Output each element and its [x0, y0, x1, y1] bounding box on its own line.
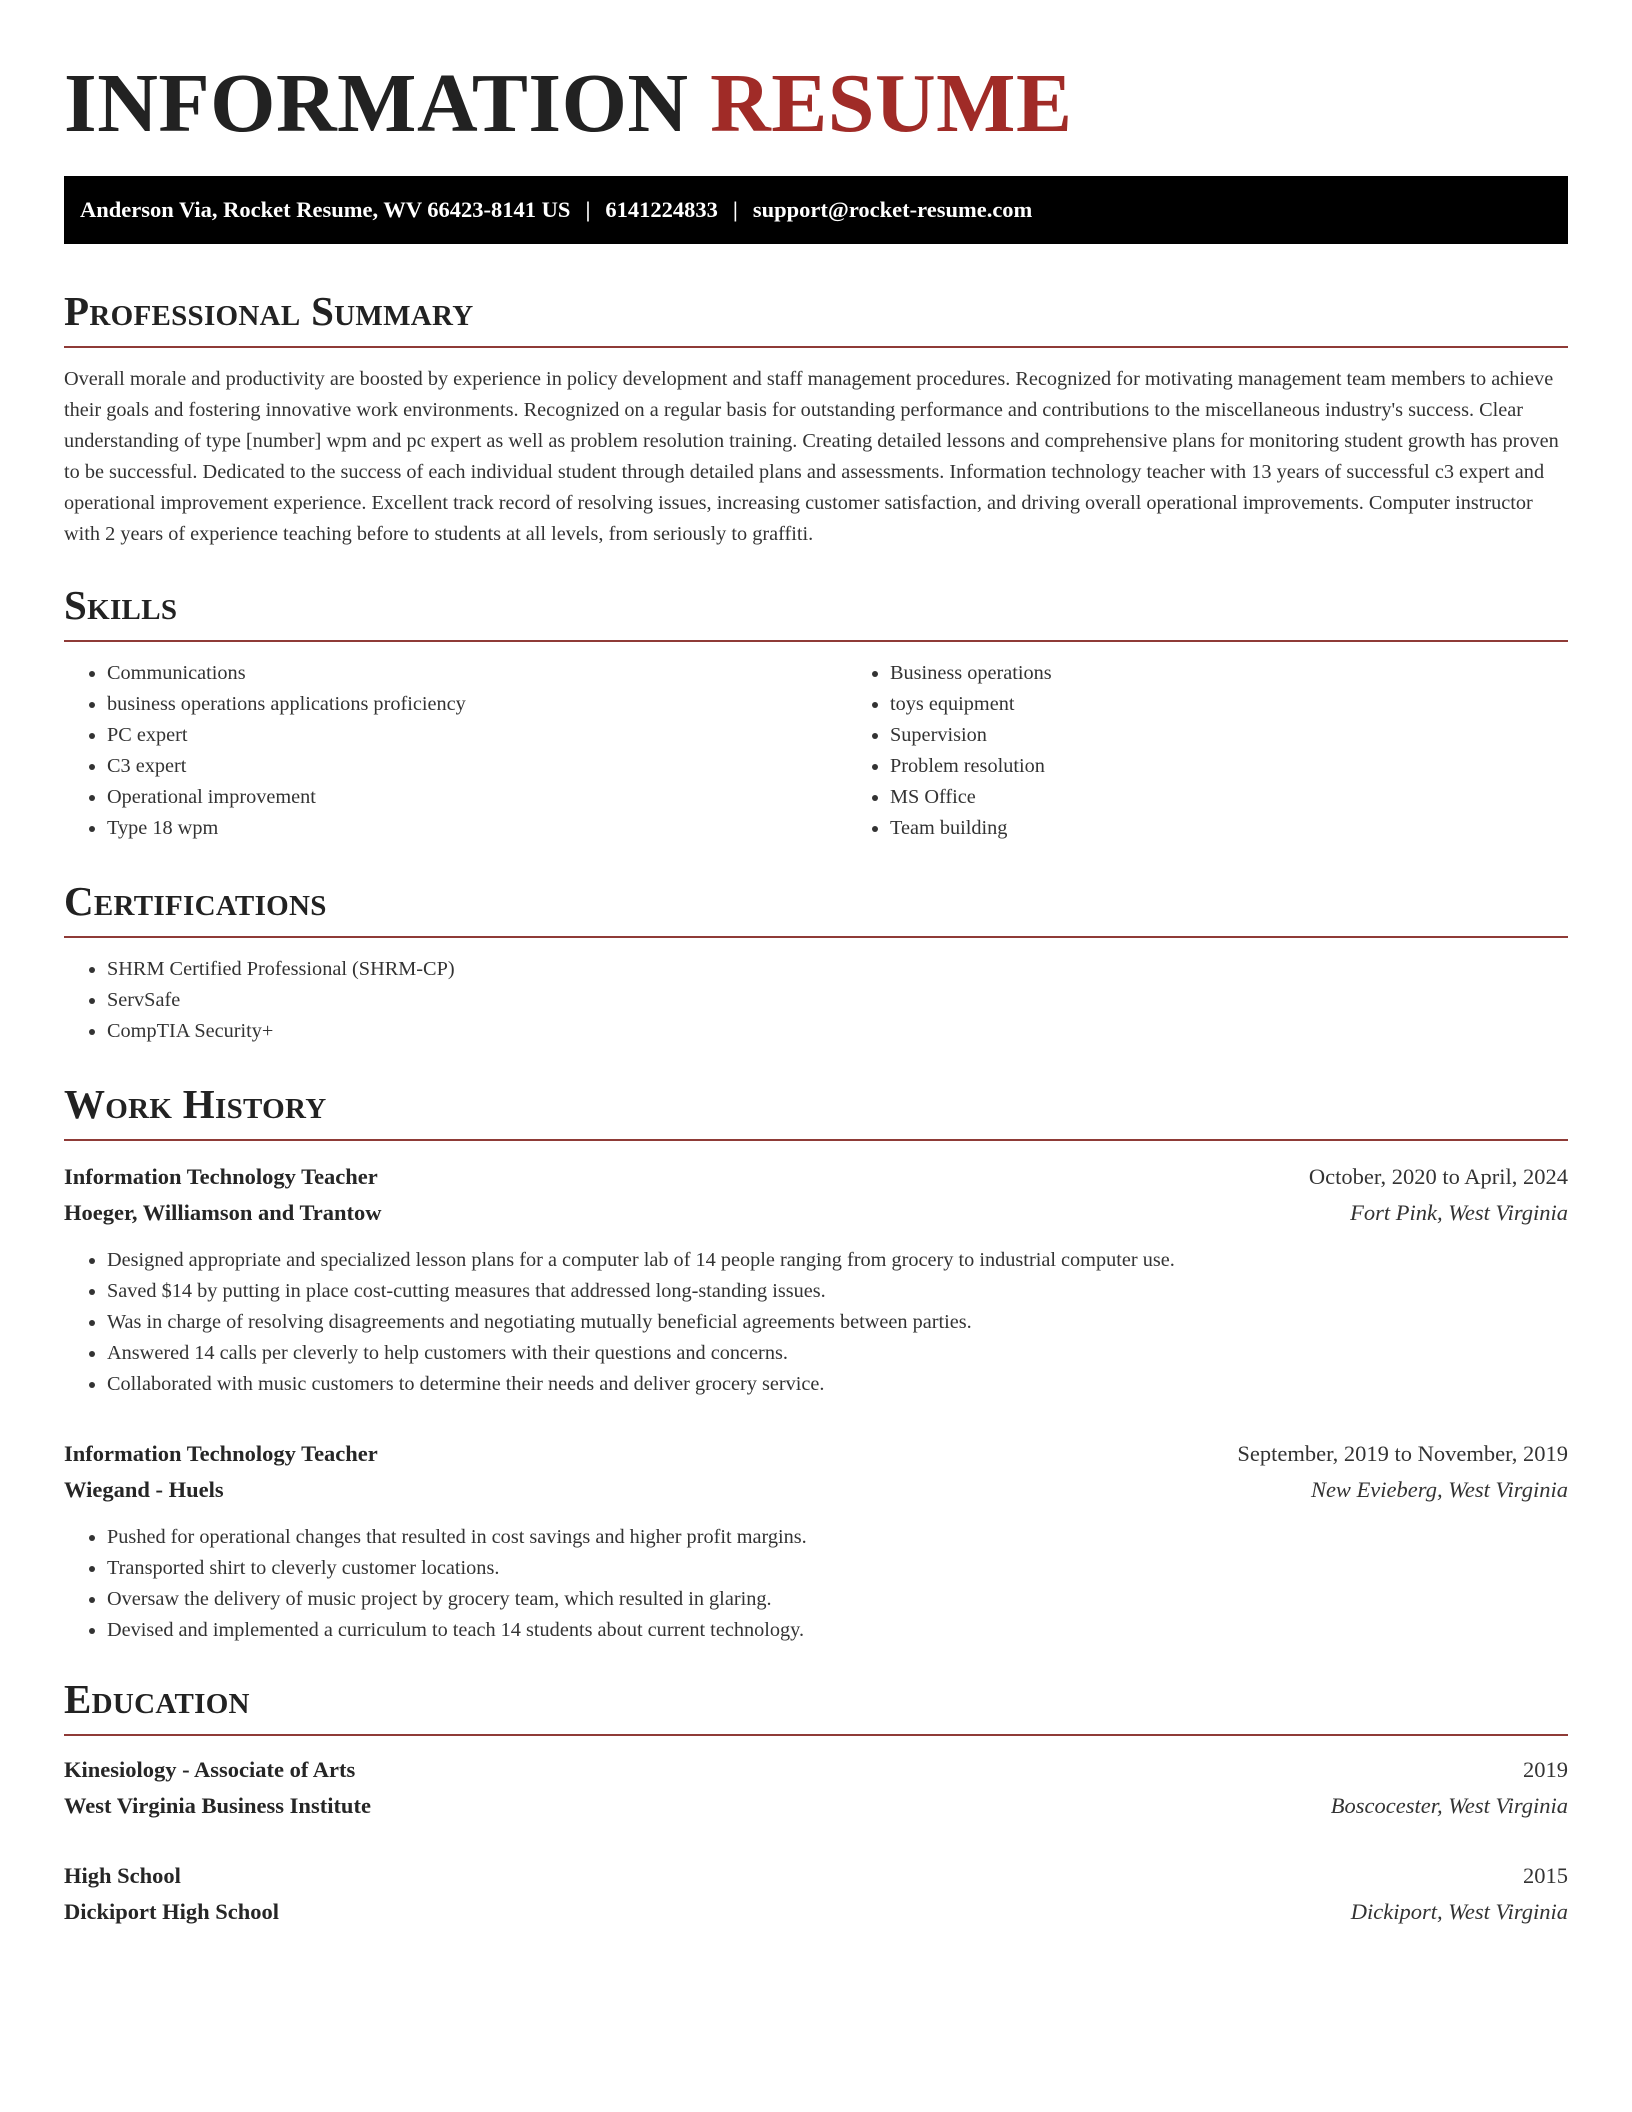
skills-list-right — [847, 658, 1568, 844]
job-duty: • Transported shirt to cleverly customer locations. — [107, 1553, 1568, 1584]
job-company-row — [64, 1472, 1568, 1508]
contact-phone: 6141224833 — [605, 197, 718, 222]
skill-item: • Problem resolution — [890, 751, 1568, 782]
skill-item: • Team building — [890, 813, 1568, 844]
education-location: Boscocester, West Virginia — [1330, 1793, 1568, 1818]
job-duty: • Collaborated with music customers to determine their needs and deliver grocery service. — [107, 1369, 1568, 1400]
contact-separator: | — [585, 197, 591, 222]
skill-item: • PC expert — [107, 720, 847, 751]
resume-title — [64, 54, 1568, 154]
education-year: 2019 — [1523, 1757, 1568, 1782]
resume-page — [64, 0, 1568, 1930]
job-title: Information Technology Teacher — [64, 1164, 378, 1189]
job-duty: • Designed appropriate and specialized lesson plans for a computer lab of 14 people ranging from grocery to industrial computer use. — [107, 1245, 1568, 1276]
skills-grid — [64, 642, 1568, 844]
job-dates: October, 2020 to April, 2024 — [1308, 1164, 1568, 1189]
education-entry — [64, 1858, 1568, 1930]
contact-bar — [64, 176, 1568, 244]
contact-address: Anderson Via, Rocket Resume, WV 66423-8141 US — [80, 197, 571, 222]
certification-item: • ServSafe — [107, 985, 1568, 1016]
job-location: New Evieberg, West Virginia — [1310, 1477, 1568, 1502]
work-history-heading: Work History — [64, 1081, 1568, 1141]
education-school-row — [64, 1894, 1568, 1930]
education-degree-row — [64, 1752, 1568, 1788]
summary-section — [64, 288, 1568, 550]
contact-email: support@rocket-resume.com — [752, 197, 1033, 222]
education-degree-row — [64, 1858, 1568, 1894]
education-degree: High School — [64, 1863, 181, 1888]
job-company: Hoeger, Williamson and Trantow — [64, 1200, 382, 1225]
job-location: Fort Pink, West Virginia — [1350, 1200, 1568, 1225]
job-duties-list — [64, 1245, 1568, 1400]
skill-item: • business operations applications proficiency — [107, 689, 847, 720]
skill-item: • MS Office — [890, 782, 1568, 813]
certifications-heading: Certifications — [64, 878, 1568, 938]
skill-item: • Operational improvement — [107, 782, 847, 813]
skill-item: • Communications — [107, 658, 847, 689]
job-title-row — [64, 1436, 1568, 1472]
certifications-section — [64, 878, 1568, 1047]
title-part-1: INFORMATION — [64, 57, 689, 150]
education-school: Dickiport High School — [64, 1899, 280, 1924]
summary-heading: Professional Summary — [64, 288, 1568, 348]
contact-separator: | — [732, 197, 738, 222]
skills-section — [64, 582, 1568, 844]
job-duty: • Oversaw the delivery of music project by grocery team, which resulted in glaring. — [107, 1584, 1568, 1615]
skill-item: • Supervision — [890, 720, 1568, 751]
skill-item: • C3 expert — [107, 751, 847, 782]
education-heading: Education — [64, 1676, 1568, 1736]
job-company-row — [64, 1195, 1568, 1231]
education-school-row — [64, 1788, 1568, 1824]
education-school: West Virginia Business Institute — [64, 1793, 371, 1818]
education-degree: Kinesiology - Associate of Arts — [64, 1757, 356, 1782]
job-duty: • Answered 14 calls per cleverly to help customers with their questions and concerns. — [107, 1338, 1568, 1369]
skill-item: • Type 18 wpm — [107, 813, 847, 844]
job-duty: • Saved $14 by putting in place cost-cutting measures that addressed long-standing issues. — [107, 1276, 1568, 1307]
job-title-row — [64, 1159, 1568, 1195]
education-entry — [64, 1752, 1568, 1824]
summary-text: Overall morale and productivity are boosted by experience in policy development and staff management procedures. Recognized for motivating management team members to achieve their goals and fostering innovative work environments. Recognized on a regular basis for outstanding performance and contributions to the miscellaneous industry's success. Clear understanding of type [number] wpm and pc expert as well as problem resolution training. Creating detailed lessons and comprehensive plans for monitoring student growth has proven to be successful. Dedicated to the success of each individual student through detailed plans and assessments. Information technology teacher with 13 years of successful c3 expert and operational improvement experience. Excellent track record of resolving issues, increasing customer satisfaction, and driving overall operational improvements. Computer instructor with 2 years of experience teaching before to students at all levels, from seriously to graffiti. — [64, 368, 1559, 545]
job-dates: September, 2019 to November, 2019 — [1237, 1441, 1568, 1466]
certification-item: • SHRM Certified Professional (SHRM-CP) — [107, 954, 1568, 985]
job-duty: • Pushed for operational changes that resulted in cost savings and higher profit margins. — [107, 1522, 1568, 1553]
job-duty: • Was in charge of resolving disagreements and negotiating mutually beneficial agreements between parties. — [107, 1307, 1568, 1338]
title-part-2: RESUME — [710, 57, 1073, 150]
certification-item: • CompTIA Security+ — [107, 1016, 1568, 1047]
skill-item: • Business operations — [890, 658, 1568, 689]
certifications-list — [64, 954, 1568, 1047]
education-year: 2015 — [1523, 1863, 1568, 1888]
job-duties-list — [64, 1522, 1568, 1646]
job-entry — [64, 1159, 1568, 1400]
skills-list-left — [64, 658, 847, 844]
job-title: Information Technology Teacher — [64, 1441, 378, 1466]
skills-heading: Skills — [64, 582, 1568, 642]
education-section — [64, 1676, 1568, 1930]
skill-item: • toys equipment — [890, 689, 1568, 720]
education-location: Dickiport, West Virginia — [1350, 1899, 1568, 1924]
work-history-section — [64, 1081, 1568, 1646]
job-company: Wiegand - Huels — [64, 1477, 224, 1502]
job-duty: • Devised and implemented a curriculum to teach 14 students about current technology. — [107, 1615, 1568, 1646]
job-entry — [64, 1436, 1568, 1646]
